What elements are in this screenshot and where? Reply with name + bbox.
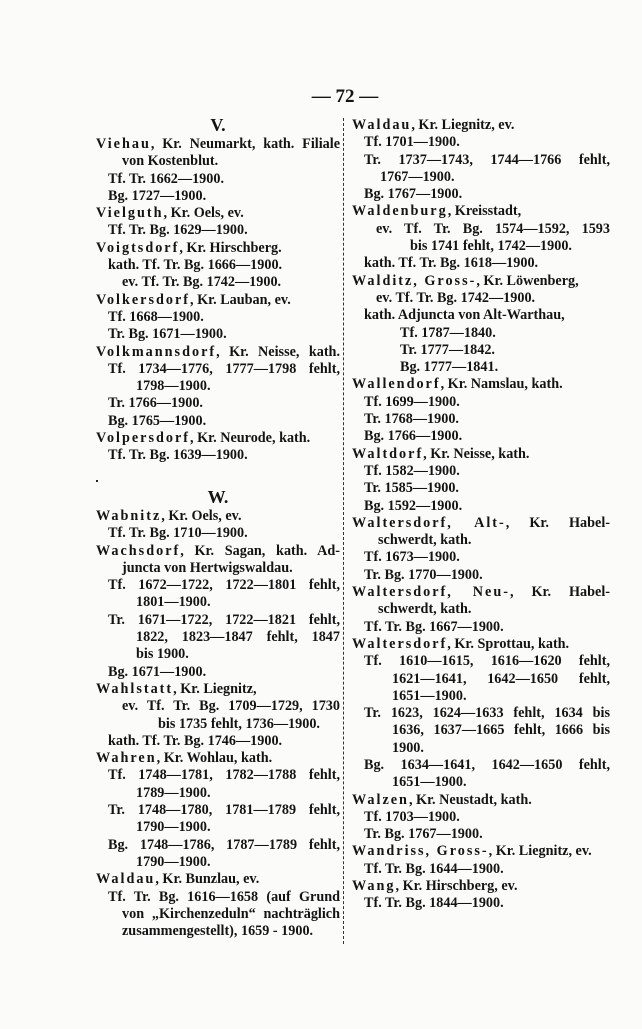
place-name: Vielguth <box>96 205 164 222</box>
entry-detail-line <box>352 567 610 584</box>
section-v-entries <box>96 136 340 465</box>
place-name: Viehau <box>96 136 151 152</box>
entry-text: Tf. Tr. Bg. 1710—1900. <box>108 525 248 542</box>
page-number: — 72 — <box>311 86 379 107</box>
entry-text: Tr. Bg. 1770—1900. <box>364 566 483 583</box>
entry-text: , Kr. Wohlau, kath. <box>156 750 273 767</box>
entry-text: zusammengestellt), 1659 - 1900. <box>122 923 314 940</box>
place-name: Voigtsdorf <box>96 239 180 256</box>
entry-text: 1789—1900. <box>136 784 211 801</box>
entry-text: Tr. 1737—1743, 1744—1766 fehlt, <box>364 151 610 168</box>
entry-text: 1801—1900. <box>136 594 211 611</box>
entry-text: 1790—1900. <box>136 853 211 870</box>
entry-detail-line <box>96 309 340 326</box>
section-heading-v: V. <box>210 115 226 135</box>
right-column-entries <box>352 117 610 913</box>
entry-detail-line <box>352 290 610 307</box>
entry-text: , Kr. Bunzlau, ev. <box>155 871 260 888</box>
entry-text: , Kr. Löwenberg, <box>476 272 579 289</box>
entry-text: , Kr. Hirschberg. <box>179 239 282 256</box>
entry-text: Tf. 1734—1776, 1777—1798 fehlt, <box>108 360 340 377</box>
entry-detail-line <box>96 819 340 836</box>
place-name: Volkersdorf <box>96 291 190 308</box>
place-name: Waldenburg <box>352 203 448 220</box>
section-w <box>96 486 340 940</box>
entry-detail-line <box>96 447 340 464</box>
place-name: Waltersdorf <box>352 635 448 652</box>
entry-text: Bg. 1592—1900. <box>364 497 463 514</box>
entry-detail-line <box>96 837 340 854</box>
place-name: Wachsdorf <box>96 542 181 559</box>
entry-text: , Kr. Hirschberg, ev. <box>395 878 518 895</box>
entry-text: , Kr. Sagan, kath. Ad- <box>180 542 340 559</box>
entry-text: 1790—1900. <box>136 819 211 836</box>
place-name: Waldau <box>352 117 412 133</box>
place-name: Wahlstatt <box>96 680 174 697</box>
entry-heading-line <box>96 543 340 560</box>
place-name: Walditz, Gross- <box>352 272 477 289</box>
entry-detail-line <box>352 895 610 912</box>
place-name: Wang <box>352 878 396 895</box>
entry-heading-line <box>352 515 610 532</box>
entry-text: Bg. 1748—1786, 1787—1789 fehlt, <box>108 836 340 853</box>
entry-detail-line <box>96 222 340 239</box>
entry-heading-line <box>96 430 340 447</box>
entry-text: 1621—1641, 1642—1650 fehlt, <box>392 670 610 687</box>
entry-text: , Kr. Liegnitz, <box>173 680 257 697</box>
entry-detail-line <box>352 705 610 722</box>
entry-detail-line <box>96 326 340 343</box>
entry-detail-line <box>96 274 340 291</box>
entry-detail-line <box>96 577 340 594</box>
entry-text: schwerdt, kath. <box>378 601 472 618</box>
entry-text: Bg. 1777—1841. <box>400 359 499 376</box>
print-speck <box>96 480 98 482</box>
entry-detail-line <box>352 740 610 757</box>
entry-text: Tf. Tr. 1662—1900. <box>108 170 225 187</box>
entry-detail-line <box>96 188 340 205</box>
right-column <box>352 117 610 913</box>
section-v <box>96 114 340 465</box>
entry-text: Tr. 1671—1722, 1722—1821 fehlt, <box>108 611 340 628</box>
entry-detail-line <box>352 134 610 151</box>
entry-detail-line <box>96 257 340 274</box>
entry-text: ev. Tf. Tr. Bg. 1709—1729, 1730 <box>122 698 340 715</box>
entry-text: , Kreisstadt, <box>447 203 522 220</box>
place-name: Wallendorf <box>352 376 441 393</box>
entry-heading-line <box>96 292 340 309</box>
entry-text: Tf. Tr. Bg. 1639—1900. <box>108 447 248 464</box>
entry-detail-line <box>96 802 340 819</box>
entry-heading-line <box>96 136 340 153</box>
entry-text: , Kr. Neurode, kath. <box>190 430 311 447</box>
entry-text: 1900. <box>392 739 424 756</box>
entry-text: Tr. 1623, 1624—1633 fehlt, 1634 bis <box>364 705 610 722</box>
entry-heading-line <box>96 750 340 767</box>
section-heading-w: W. <box>207 487 229 507</box>
entry-text: kath. Tf. Tr. Bg. 1746—1900. <box>108 732 283 749</box>
entry-text: , Kr. Liegnitz, ev. <box>488 843 592 860</box>
entry-detail-line <box>352 549 610 566</box>
entry-text: 1822, 1823—1847 fehlt, 1847 <box>136 629 340 646</box>
entry-detail-line <box>96 612 340 629</box>
entry-heading-line <box>352 792 610 809</box>
entry-detail-line <box>352 221 610 238</box>
entry-detail-line <box>96 698 340 715</box>
entry-detail-line <box>352 169 610 186</box>
entry-text: , Kr. Oels, ev. <box>161 508 242 524</box>
entry-heading-line <box>352 446 610 463</box>
place-name: Wahren <box>96 750 157 767</box>
entry-detail-line <box>96 854 340 871</box>
entry-text: Tf. Tr. Bg. 1644—1900. <box>364 860 504 877</box>
entry-text: Tr. 1768—1900. <box>364 411 459 428</box>
entry-heading-line <box>352 878 610 895</box>
entry-heading-line <box>352 117 610 134</box>
entry-detail-line <box>352 238 610 255</box>
entry-text: 1798—1900. <box>136 378 211 395</box>
entry-text: Tf. 1787—1840. <box>400 324 496 341</box>
entry-detail-line <box>96 525 340 542</box>
place-name: Waldau <box>96 871 156 888</box>
entry-text: , Kr. Sprottau, kath. <box>447 635 570 652</box>
entry-detail-line <box>352 428 610 445</box>
entry-text: bis 1741 fehlt, 1742—1900. <box>410 238 572 255</box>
entry-detail-line <box>96 171 340 188</box>
entry-detail-line <box>96 560 340 577</box>
entry-heading-line <box>352 636 610 653</box>
entry-detail-line <box>352 532 610 549</box>
entry-detail-line <box>96 889 340 906</box>
entry-heading-line <box>96 508 340 525</box>
entry-text: Tr. Bg. 1671—1900. <box>108 326 227 343</box>
entry-text: Tf. 1668—1900. <box>108 308 204 325</box>
entry-text: , Kr. Lauban, ev. <box>190 291 291 308</box>
place-name: Waltersdorf, Neu- <box>352 584 510 601</box>
entry-detail-line <box>352 722 610 739</box>
entry-detail-line <box>352 480 610 497</box>
column-divider <box>343 118 344 944</box>
entry-text: Bg. 1727—1900. <box>108 187 207 204</box>
entry-detail-line <box>352 826 610 843</box>
entry-text: Tf. 1701—1900. <box>364 134 460 151</box>
entry-detail-line <box>96 785 340 802</box>
entry-text: Tf. 1582—1900. <box>364 462 460 479</box>
entry-text: bis 1900. <box>136 646 189 663</box>
entry-text: Bg. 1766—1900. <box>364 428 463 445</box>
entry-detail-line <box>352 411 610 428</box>
entry-text: 1651—1900. <box>392 687 467 704</box>
entry-detail-line <box>352 653 610 670</box>
entry-detail-line <box>96 361 340 378</box>
entry-text: , Kr. Neustadt, kath. <box>408 791 532 808</box>
entry-detail-line <box>352 688 610 705</box>
entry-text: kath. Tf. Tr. Bg. 1618—1900. <box>364 255 539 272</box>
entry-text: Tf. Tr. Bg. 1667—1900. <box>364 618 504 635</box>
entry-text: juncta von Hertwigswaldau. <box>122 559 293 576</box>
entry-heading-line <box>352 203 610 220</box>
entry-detail-line <box>96 664 340 681</box>
entry-text: Tf. 1672—1722, 1722—1801 fehlt, <box>108 577 340 594</box>
section-w-entries <box>96 508 340 940</box>
entry-heading-line <box>352 584 610 601</box>
entry-text: 1767—1900. <box>380 168 455 185</box>
entry-detail-line <box>352 186 610 203</box>
entry-detail-line <box>352 325 610 342</box>
entry-detail-line <box>96 153 340 170</box>
place-name: Walzen <box>352 791 409 808</box>
entry-text: von „Kirchenzeduln“ nachträglich <box>122 905 340 922</box>
entry-text: Bg. 1634—1641, 1642—1650 fehlt, <box>364 756 610 773</box>
entry-text: , Kr. Liegnitz, ev. <box>411 117 515 133</box>
entry-detail-line <box>96 629 340 646</box>
entry-text: , Kr. Habel- <box>509 584 610 601</box>
entry-heading-line <box>96 344 340 361</box>
entry-text: 1651—1900. <box>392 774 467 791</box>
entry-text: Tf. 1673—1900. <box>364 549 460 566</box>
entry-detail-line <box>352 307 610 324</box>
entry-text: , Kr. Neisse, kath. <box>423 445 530 462</box>
entry-text: Bg. 1765—1900. <box>108 412 207 429</box>
entry-heading-line <box>96 205 340 222</box>
place-name: Waltersdorf, Alt- <box>352 514 506 531</box>
entry-text: , Kr. Oels, ev. <box>163 205 244 222</box>
entry-detail-line <box>96 395 340 412</box>
entry-heading-line <box>352 273 610 290</box>
entry-text: Bg. 1671—1900. <box>108 663 207 680</box>
entry-detail-line <box>96 413 340 430</box>
entry-heading-line <box>352 843 610 860</box>
entry-text: Tr. 1748—1780, 1781—1789 fehlt, <box>108 802 340 819</box>
entry-detail-line <box>352 861 610 878</box>
place-name: Wabnitz <box>96 508 162 524</box>
entry-text: , Kr. Neisse, kath. <box>216 343 340 360</box>
entry-detail-line <box>96 646 340 663</box>
entry-text: von Kostenblut. <box>122 153 219 170</box>
entry-text: Tr. Bg. 1767—1900. <box>364 826 483 843</box>
entry-text: kath. Tf. Tr. Bg. 1666—1900. <box>108 257 283 274</box>
entry-text: 1636, 1637—1665 fehlt, 1666 bis <box>392 722 610 739</box>
entry-text: Bg. 1767—1900. <box>364 186 463 203</box>
entry-detail-line <box>96 378 340 395</box>
entry-detail-line <box>352 394 610 411</box>
entry-text: ev. Tf. Tr. Bg. 1742—1900. <box>122 274 282 291</box>
entry-text: , Kr. Habel- <box>505 514 610 531</box>
entry-detail-line <box>352 671 610 688</box>
entry-text: ev. Tf. Tr. Bg. 1742—1900. <box>376 289 536 306</box>
entry-text: Tf. 1748—1781, 1782—1788 fehlt, <box>108 767 340 784</box>
entry-text: , Kr. Namslau, kath. <box>440 376 563 393</box>
entry-detail-line <box>96 767 340 784</box>
entry-detail-line <box>352 619 610 636</box>
entry-detail-line <box>96 733 340 750</box>
entry-detail-line <box>352 809 610 826</box>
entry-detail-line <box>96 594 340 611</box>
entry-text: Tf. 1703—1900. <box>364 808 460 825</box>
entry-detail-line <box>352 774 610 791</box>
entry-text: Tf. Tr. Bg. 1844—1900. <box>364 895 504 912</box>
entry-text: bis 1735 fehlt, 1736—1900. <box>158 715 320 732</box>
place-name: Volpersdorf <box>96 430 190 447</box>
entry-text: schwerdt, kath. <box>378 532 472 549</box>
entry-detail-line <box>352 359 610 376</box>
entry-heading-line <box>96 240 340 257</box>
entry-detail-line <box>96 716 340 733</box>
entry-text: Tf. 1699—1900. <box>364 393 460 410</box>
place-name: Wandriss, Gross- <box>352 843 489 860</box>
entry-text: Tf. 1610—1615, 1616—1620 fehlt, <box>364 653 610 670</box>
entry-detail-line <box>96 923 340 940</box>
entry-heading-line <box>352 376 610 393</box>
entry-detail-line <box>352 463 610 480</box>
entry-text: , Kr. Neumarkt, kath. Filiale <box>150 136 340 152</box>
place-name: Waltdorf <box>352 445 424 462</box>
entry-text: Tr. 1766—1900. <box>108 395 203 412</box>
entry-heading-line <box>96 681 340 698</box>
entry-text: ev. Tf. Tr. Bg. 1574—1592, 1593 <box>376 220 610 237</box>
entry-text: Tr. 1585—1900. <box>364 480 459 497</box>
entry-text: kath. Adjuncta von Alt-Warthau, <box>364 307 565 324</box>
entry-detail-line <box>352 498 610 515</box>
entry-detail-line <box>352 342 610 359</box>
entry-text: Tf. Tr. Bg. 1616—1658 (auf Grund <box>108 888 340 905</box>
entry-detail-line <box>352 255 610 272</box>
entry-text: Tf. Tr. Bg. 1629—1900. <box>108 222 248 239</box>
entry-heading-line <box>96 871 340 888</box>
entry-text: Tr. 1777—1842. <box>400 341 495 358</box>
entry-detail-line <box>96 906 340 923</box>
entry-detail-line <box>352 601 610 618</box>
entry-detail-line <box>352 152 610 169</box>
place-name: Volkmannsdorf <box>96 343 217 360</box>
entry-detail-line <box>352 757 610 774</box>
